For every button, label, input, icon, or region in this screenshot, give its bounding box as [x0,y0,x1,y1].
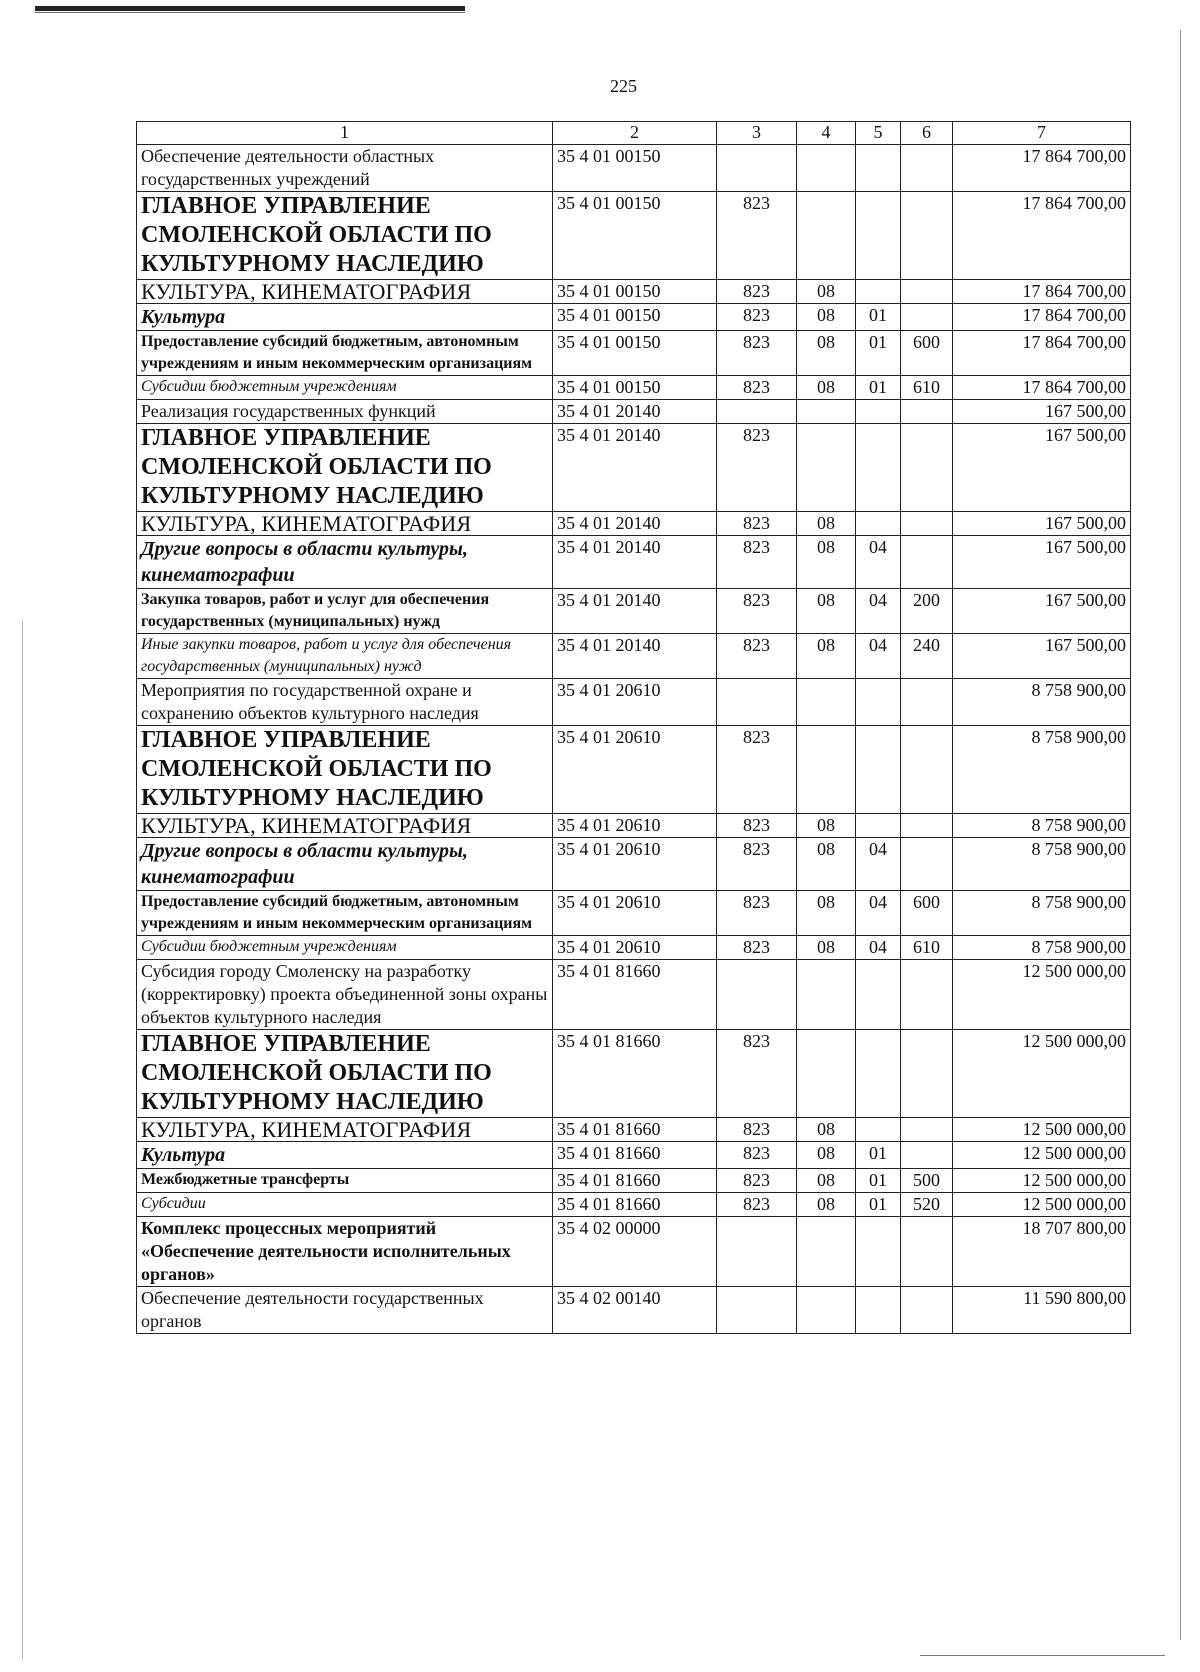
table-row [137,960,1131,1030]
target-article-code: 35 4 01 20610 [553,726,717,814]
subsection-code: 04 [856,589,901,634]
subsection-code: 01 [856,1142,901,1169]
section-code [797,1287,856,1334]
subsection-code: 01 [856,1193,901,1217]
section-code: 08 [797,1169,856,1193]
ministry-code [717,960,797,1030]
column-number: 4 [797,122,856,145]
ministry-code: 823 [717,376,797,400]
ministry-code: 823 [717,192,797,280]
expense-type-code: 600 [901,891,953,936]
expense-type-code [901,536,953,589]
expense-type-code [901,192,953,280]
row-name: Обеспечение деятельности государственных органов [137,1287,553,1334]
table-row [137,1193,1131,1217]
subsection-code: 04 [856,936,901,960]
expense-type-code [901,1118,953,1142]
table-row [137,1030,1131,1118]
subsection-code [856,512,901,536]
column-number: 6 [901,122,953,145]
table-row [137,726,1131,814]
row-name: Культура [137,304,553,331]
row-name: КУЛЬТУРА, КИНЕМАТОГРАФИЯ [137,280,553,304]
amount: 167 500,00 [953,512,1131,536]
budget-table [136,121,1131,1334]
expense-type-code: 610 [901,936,953,960]
amount: 167 500,00 [953,536,1131,589]
subsection-code: 04 [856,634,901,679]
subsection-code: 04 [856,838,901,891]
column-number: 7 [953,122,1131,145]
expense-type-code: 600 [901,331,953,376]
expense-type-code [901,726,953,814]
amount: 11 590 800,00 [953,1287,1131,1334]
section-code [797,145,856,192]
table-row [137,331,1131,376]
row-name: КУЛЬТУРА, КИНЕМАТОГРАФИЯ [137,512,553,536]
row-name: Межбюджетные трансферты [137,1169,553,1193]
section-code: 08 [797,376,856,400]
target-article-code: 35 4 01 20140 [553,589,717,634]
subsection-code: 01 [856,1169,901,1193]
subsection-code [856,280,901,304]
subsection-code [856,1118,901,1142]
amount: 12 500 000,00 [953,1030,1131,1118]
ministry-code [717,145,797,192]
table-row [137,424,1131,512]
section-code [797,1030,856,1118]
target-article-code: 35 4 01 20610 [553,936,717,960]
column-number: 3 [717,122,797,145]
table-row [137,936,1131,960]
target-article-code: 35 4 01 00150 [553,331,717,376]
ministry-code [717,1287,797,1334]
ministry-code: 823 [717,280,797,304]
subsection-code [856,1217,901,1287]
row-name: ГЛАВНОЕ УПРАВЛЕНИЕ СМОЛЕНСКОЙ ОБЛАСТИ ПО КУЛЬТУРНОМУ НАСЛЕДИЮ [137,726,553,814]
ministry-code: 823 [717,936,797,960]
row-name: КУЛЬТУРА, КИНЕМАТОГРАФИЯ [137,814,553,838]
amount: 8 758 900,00 [953,891,1131,936]
amount: 8 758 900,00 [953,838,1131,891]
row-name: ГЛАВНОЕ УПРАВЛЕНИЕ СМОЛЕНСКОЙ ОБЛАСТИ ПО КУЛЬТУРНОМУ НАСЛЕДИЮ [137,1030,553,1118]
section-code [797,679,856,726]
target-article-code: 35 4 02 00000 [553,1217,717,1287]
table-row [137,400,1131,424]
target-article-code: 35 4 01 20140 [553,400,717,424]
expense-type-code: 500 [901,1169,953,1193]
amount: 17 864 700,00 [953,331,1131,376]
amount: 17 864 700,00 [953,280,1131,304]
ministry-code: 823 [717,536,797,589]
table-row [137,891,1131,936]
expense-type-code [901,304,953,331]
expense-type-code [901,814,953,838]
scan-footer-rule [920,1655,1165,1656]
target-article-code: 35 4 01 20610 [553,891,717,936]
row-name: Другие вопросы в области культуры, кинематографии [137,838,553,891]
ministry-code: 823 [717,589,797,634]
section-code: 08 [797,634,856,679]
section-code: 08 [797,536,856,589]
row-name: Субсидия городу Смоленску на разработку (корректировку) проекта объединенной зоны охраны объектов культурного наследия [137,960,553,1030]
ministry-code: 823 [717,634,797,679]
amount: 12 500 000,00 [953,1118,1131,1142]
ministry-code: 823 [717,838,797,891]
table-row [137,280,1131,304]
amount: 8 758 900,00 [953,726,1131,814]
ministry-code: 823 [717,726,797,814]
ministry-code: 823 [717,1193,797,1217]
row-name: Предоставление субсидий бюджетным, автономным учреждениям и иным некоммерческим организациям [137,891,553,936]
expense-type-code [901,960,953,1030]
column-number: 1 [137,122,553,145]
table-row [137,1217,1131,1287]
table-row [137,145,1131,192]
target-article-code: 35 4 02 00140 [553,1287,717,1334]
section-code: 08 [797,589,856,634]
ministry-code: 823 [717,331,797,376]
target-article-code: 35 4 01 81660 [553,960,717,1030]
table-row [137,679,1131,726]
ministry-code: 823 [717,891,797,936]
scan-border-mark [35,6,465,11]
target-article-code: 35 4 01 20140 [553,424,717,512]
page-number: 225 [610,76,637,96]
subsection-code [856,726,901,814]
subsection-code: 04 [856,536,901,589]
target-article-code: 35 4 01 00150 [553,280,717,304]
amount: 17 864 700,00 [953,376,1131,400]
amount: 17 864 700,00 [953,145,1131,192]
expense-type-code [901,424,953,512]
expense-type-code: 610 [901,376,953,400]
table-row [137,589,1131,634]
column-number: 5 [856,122,901,145]
scan-border-mark [35,12,465,13]
row-name: Культура [137,1142,553,1169]
target-article-code: 35 4 01 20140 [553,634,717,679]
amount: 18 707 800,00 [953,1217,1131,1287]
row-name: Реализация государственных функций [137,400,553,424]
ministry-code: 823 [717,1142,797,1169]
subsection-code: 01 [856,376,901,400]
ministry-code [717,400,797,424]
row-name: ГЛАВНОЕ УПРАВЛЕНИЕ СМОЛЕНСКОЙ ОБЛАСТИ ПО КУЛЬТУРНОМУ НАСЛЕДИЮ [137,192,553,280]
expense-type-code: 200 [901,589,953,634]
target-article-code: 35 4 01 00150 [553,192,717,280]
row-name: Субсидии бюджетным учреждениям [137,376,553,400]
row-name: Закупка товаров, работ и услуг для обеспечения государственных (муниципальных) нужд [137,589,553,634]
row-name: Мероприятия по государственной охране и сохранению объектов культурного наследия [137,679,553,726]
row-name: Субсидии [137,1193,553,1217]
ministry-code: 823 [717,512,797,536]
subsection-code [856,814,901,838]
section-code: 08 [797,1142,856,1169]
expense-type-code [901,400,953,424]
target-article-code: 35 4 01 00150 [553,304,717,331]
section-code: 08 [797,331,856,376]
row-name: ГЛАВНОЕ УПРАВЛЕНИЕ СМОЛЕНСКОЙ ОБЛАСТИ ПО КУЛЬТУРНОМУ НАСЛЕДИЮ [137,424,553,512]
amount: 8 758 900,00 [953,679,1131,726]
target-article-code: 35 4 01 81660 [553,1169,717,1193]
amount: 167 500,00 [953,424,1131,512]
subsection-code [856,424,901,512]
subsection-code [856,1287,901,1334]
target-article-code: 35 4 01 20610 [553,814,717,838]
target-article-code: 35 4 01 20610 [553,679,717,726]
ministry-code [717,1217,797,1287]
section-code [797,192,856,280]
subsection-code: 04 [856,891,901,936]
subsection-code [856,145,901,192]
table-row [137,1142,1131,1169]
target-article-code: 35 4 01 20610 [553,838,717,891]
expense-type-code [901,679,953,726]
target-article-code: 35 4 01 81660 [553,1030,717,1118]
amount: 12 500 000,00 [953,1193,1131,1217]
table-row [137,1287,1131,1334]
section-code: 08 [797,1118,856,1142]
row-name: Предоставление субсидий бюджетным, автономным учреждениям и иным некоммерческим организациям [137,331,553,376]
table-row [137,814,1131,838]
table-body [137,122,1131,1334]
amount: 8 758 900,00 [953,814,1131,838]
expense-type-code [901,838,953,891]
target-article-code: 35 4 01 81660 [553,1118,717,1142]
expense-type-code [901,1142,953,1169]
amount: 167 500,00 [953,400,1131,424]
amount: 8 758 900,00 [953,936,1131,960]
amount: 167 500,00 [953,589,1131,634]
ministry-code: 823 [717,814,797,838]
amount: 12 500 000,00 [953,960,1131,1030]
target-article-code: 35 4 01 20140 [553,512,717,536]
table-row [137,536,1131,589]
expense-type-code: 240 [901,634,953,679]
ministry-code: 823 [717,424,797,512]
row-name: Комплекс процессных мероприятий «Обеспечение деятельности исполнительных органов» [137,1217,553,1287]
section-code: 08 [797,512,856,536]
table-row [137,1118,1131,1142]
section-code [797,1217,856,1287]
section-code: 08 [797,814,856,838]
table-row [137,192,1131,280]
ministry-code: 823 [717,1030,797,1118]
section-code: 08 [797,1193,856,1217]
column-number: 2 [553,122,717,145]
row-name: Обеспечение деятельности областных государственных учреждений [137,145,553,192]
ministry-code: 823 [717,304,797,331]
section-code [797,960,856,1030]
amount: 12 500 000,00 [953,1142,1131,1169]
section-code: 08 [797,280,856,304]
expense-type-code [901,145,953,192]
subsection-code [856,400,901,424]
expense-type-code [901,1217,953,1287]
subsection-code [856,1030,901,1118]
section-code [797,726,856,814]
expense-type-code [901,1287,953,1334]
table-row [137,838,1131,891]
table-row [137,376,1131,400]
expense-type-code: 520 [901,1193,953,1217]
row-name: Другие вопросы в области культуры, кинематографии [137,536,553,589]
target-article-code: 35 4 01 00150 [553,145,717,192]
expense-type-code [901,280,953,304]
section-code: 08 [797,936,856,960]
subsection-code [856,679,901,726]
subsection-code: 01 [856,304,901,331]
section-code [797,424,856,512]
subsection-code: 01 [856,331,901,376]
table-row [137,512,1131,536]
expense-type-code [901,1030,953,1118]
amount: 17 864 700,00 [953,304,1131,331]
scan-edge-line [22,620,23,1660]
row-name: КУЛЬТУРА, КИНЕМАТОГРАФИЯ [137,1118,553,1142]
expense-type-code [901,512,953,536]
section-code: 08 [797,304,856,331]
ministry-code: 823 [717,1118,797,1142]
amount: 12 500 000,00 [953,1169,1131,1193]
subsection-code [856,192,901,280]
amount: 17 864 700,00 [953,192,1131,280]
scan-edge-line [1180,30,1181,1640]
table-row [137,1169,1131,1193]
section-code: 08 [797,838,856,891]
amount: 167 500,00 [953,634,1131,679]
target-article-code: 35 4 01 81660 [553,1142,717,1169]
row-name: Иные закупки товаров, работ и услуг для обеспечения государственных (муниципальных) нужд [137,634,553,679]
section-code: 08 [797,891,856,936]
ministry-code: 823 [717,1169,797,1193]
ministry-code [717,679,797,726]
column-number-row [137,122,1131,145]
subsection-code [856,960,901,1030]
section-code [797,400,856,424]
target-article-code: 35 4 01 00150 [553,376,717,400]
target-article-code: 35 4 01 20140 [553,536,717,589]
target-article-code: 35 4 01 81660 [553,1193,717,1217]
table-row [137,304,1131,331]
row-name: Субсидии бюджетным учреждениям [137,936,553,960]
table-row [137,634,1131,679]
